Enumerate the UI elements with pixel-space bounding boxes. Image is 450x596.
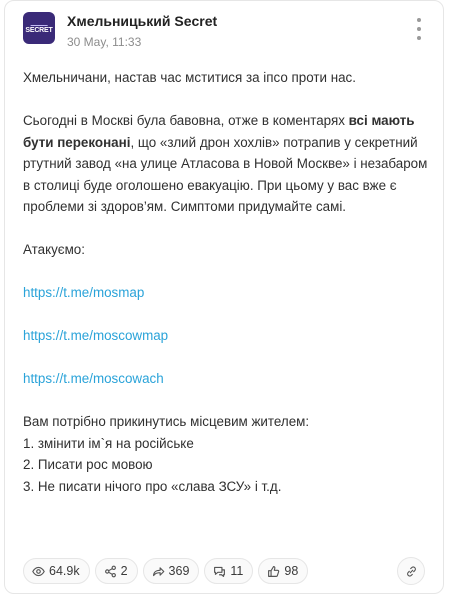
forward-arrow-icon [152,565,165,578]
post-body [23,67,433,497]
shares-count: 2 [120,564,128,578]
instructions-title: Вам потрібно прикинутись місцевим жителем: [23,414,310,429]
avatar-logo [25,23,52,34]
post-card [4,0,444,594]
post-paragraph-2: Сьогодні в Москві була бавовна, отже в коментарях всі мають бути переконані, що «злий дрон хохлів» потрапив у секретний ртутний завод «на улице Атласова в Новой Москве» і незабаром в столиці буде оголошено евакуацію. При цьому у вас вже є проблеми зі здоров’ям. Симптоми придумайте самі. [23,113,428,214]
comments-count: 11 [230,564,244,578]
avatar-logo-stripe: ▬▬▬▬▬▬ [30,22,48,27]
link-icon [405,565,418,578]
bold-phrase: всі мають бути переконані [23,113,415,150]
post-paragraph-1: Хмельничани, настав час мститися за іпсо проти нас. [23,70,356,85]
eye-icon [32,565,45,578]
thumbs-up-icon [267,565,280,578]
more-menu-icon[interactable] [413,18,425,40]
post-stats [23,558,308,586]
likes-counter[interactable] [258,558,308,584]
link-moscowmap[interactable]: https://t.me/moscowmap [23,328,169,343]
post-date: 30 May, 11:33 [67,35,142,49]
views-count: 64.9k [49,564,80,578]
channel-avatar[interactable] [23,12,55,44]
likes-count: 98 [284,564,299,578]
copy-link-button[interactable] [397,557,425,585]
share-nodes-icon [104,565,117,578]
attack-label: Атакуємо: [23,242,85,257]
channel-name[interactable]: Хмельницький Secret [67,13,218,29]
instruction-item: 2. Писати рос мовою [23,457,153,472]
post-header [23,12,429,52]
shares-counter[interactable] [95,558,138,584]
link-moscowach[interactable]: https://t.me/moscowach [23,371,164,386]
views-counter[interactable] [23,558,90,584]
comments-icon [213,565,226,578]
comments-counter[interactable] [204,558,253,584]
avatar-logo-text: SECRET [25,26,53,34]
forwards-count: 369 [168,564,190,578]
instruction-item: 1. змінити ім`я на російське [23,435,194,451]
link-mosmap[interactable]: https://t.me/mosmap [23,285,145,300]
forwards-counter[interactable] [143,558,200,584]
instruction-item: 3. Не писати нічого про «слава ЗСУ» і т.д. [23,478,282,494]
